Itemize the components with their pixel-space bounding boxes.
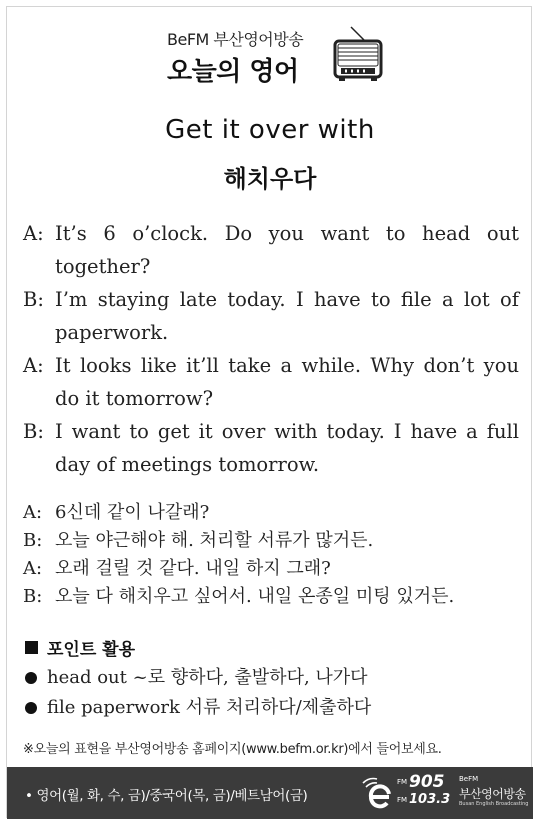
speaker-label: A: xyxy=(23,558,43,579)
korean-line xyxy=(23,527,519,555)
points-list xyxy=(25,663,521,723)
dialogue-line xyxy=(23,349,519,415)
square-bullet-icon xyxy=(25,641,38,654)
korean-text: 오늘 야근해야 해. 처리할 서류가 많거든. xyxy=(55,530,374,551)
bullet-icon xyxy=(25,672,37,684)
e-logo-icon xyxy=(359,775,395,811)
point-item xyxy=(25,693,521,723)
speaker-label: A: xyxy=(23,502,43,523)
expression-translation: 해치우다 xyxy=(223,165,317,193)
dialogue-text: It looks like it’ll take a while. Why don’t you do it tomorrow? xyxy=(55,354,519,410)
point-item xyxy=(25,663,521,693)
points-heading-text: 포인트 활용 xyxy=(47,640,136,660)
website-note: ※오늘의 표현을 부산영어방송 홈페이지(www.befm.or.kr)에서 들어보세요. xyxy=(23,742,442,757)
korean-dialogue xyxy=(23,499,519,611)
points-heading xyxy=(25,635,135,660)
dialogue-text: I want to get it over with today. I have a full day of meetings tomorrow. xyxy=(55,420,519,476)
speaker-label: B: xyxy=(23,530,43,551)
point-text: head out ~로 향하다, 출발하다, 나가다 xyxy=(47,667,368,688)
expression-title: Get it over with xyxy=(165,115,375,145)
korean-line xyxy=(23,583,519,611)
english-dialogue xyxy=(23,217,519,481)
dialogue-line xyxy=(23,217,519,283)
logo-fm-label: FM xyxy=(397,778,408,786)
radio-icon xyxy=(325,25,389,87)
korean-line xyxy=(23,555,519,583)
point-text: file paperwork 서류 처리하다/제출하다 xyxy=(47,697,372,718)
logo-frequency-2: 103.3 xyxy=(409,792,451,807)
logo-english-name: Busan English Broadcasting xyxy=(459,801,529,807)
dialogue-line xyxy=(23,415,519,481)
korean-line xyxy=(23,499,519,527)
speaker-label: A: xyxy=(23,222,44,245)
speaker-label: A: xyxy=(23,354,44,377)
logo-frequency-1: 905 xyxy=(409,772,445,792)
korean-text: 오늘 다 해치우고 싶어서. 내일 온종일 미팅 있거든. xyxy=(55,586,455,607)
bullet-icon xyxy=(25,702,37,714)
korean-text: 6신데 같이 나갈래? xyxy=(55,502,210,523)
broadcast-schedule: • 영어(월, 화, 수, 금)/중국어(목, 금)/베트남어(금) xyxy=(25,788,308,804)
korean-text: 오래 걸릴 것 같다. 내일 하지 그래? xyxy=(55,558,331,579)
dialogue-text: It’s 6 o’clock. Do you want to head out together? xyxy=(55,222,519,278)
brand-subtitle: BeFM 부산영어방송 xyxy=(167,30,304,49)
logo-station-name: 부산영어방송 xyxy=(459,787,526,801)
speaker-label: B: xyxy=(23,420,44,443)
dialogue-line xyxy=(23,283,519,349)
logo-befm: BeFM xyxy=(459,775,479,783)
footer-bar xyxy=(7,767,533,819)
brand-title: 오늘의 영어 xyxy=(167,57,299,87)
station-logo xyxy=(359,773,529,813)
dialogue-text: I’m staying late today. I have to file a lot of paperwork. xyxy=(55,288,519,344)
header xyxy=(7,23,533,93)
article-card xyxy=(6,6,532,818)
speaker-label: B: xyxy=(23,586,43,607)
logo-fm-label: FM xyxy=(397,796,408,804)
speaker-label: B: xyxy=(23,288,44,311)
